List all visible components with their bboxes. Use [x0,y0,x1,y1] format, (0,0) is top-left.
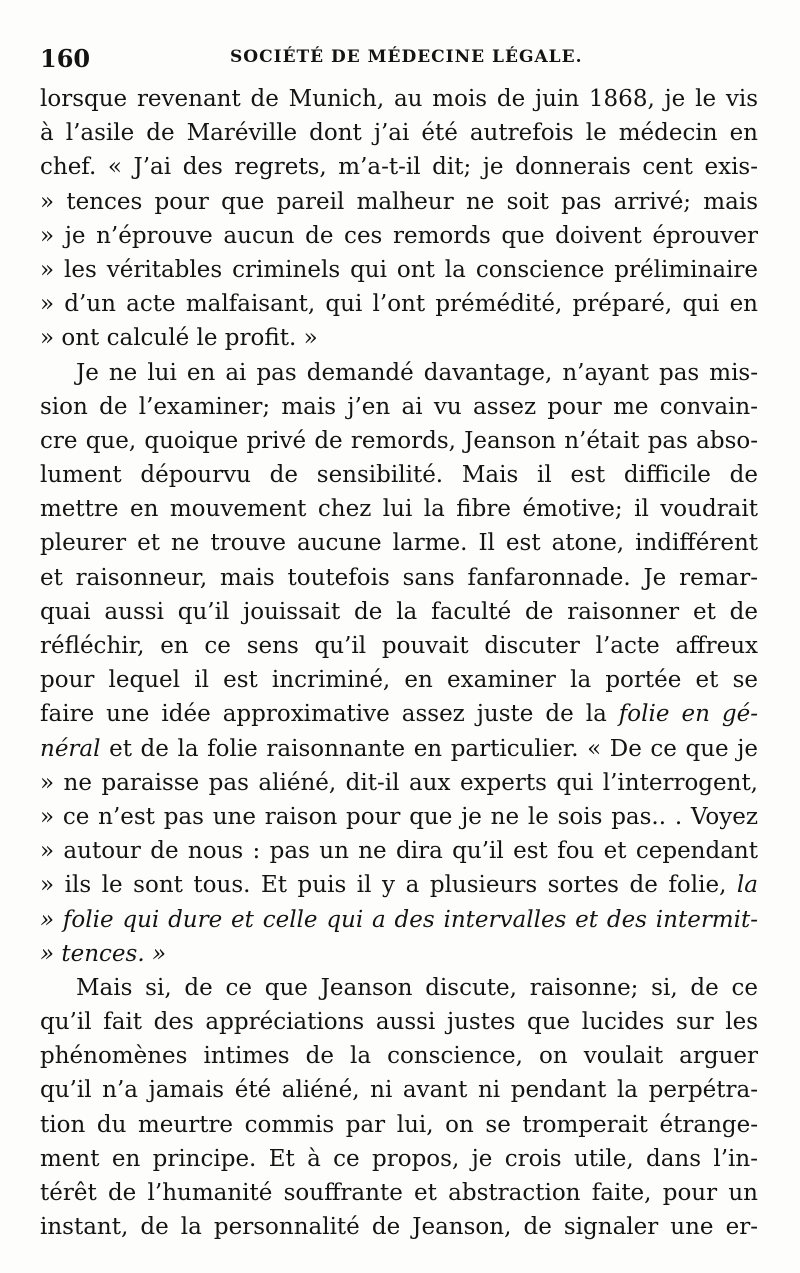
page-number: 160 [40,44,91,73]
text-run: faire une idée approximative assez juste de la [40,701,619,728]
text-line [40,732,758,766]
italic-run: folie en gé- [618,701,758,728]
text-line: et raisonneur, mais toutefois sans fanfaronnade. Je remar- [40,564,758,591]
text-line: phénomènes intimes de la conscience, on voulait arguer [40,1043,758,1070]
text-line: » ont calculé le profit. » [40,325,318,352]
text-line: » tences. » [40,940,167,967]
text-line: tion du meurtre commis par lui, on se tromperait étrange- [40,1111,758,1138]
text-run: et de la folie raisonnante en particulier. « De ce que je [100,735,758,762]
text-line [40,697,758,731]
text-line: sion de l’examiner; mais j’en ai vu assez pour me convain- [40,393,758,420]
text-line: instant, de la personnalité de Jeanson, de signaler une er- [40,1214,758,1241]
text-line: quai aussi qu’il jouissait de la faculté de raisonner et de [40,598,758,625]
text-line: réfléchir, en ce sens qu’il pouvait discuter l’acte affreux [40,633,758,659]
text-line: qu’il fait des appréciations aussi justes que lucides sur les [40,1009,758,1036]
body-text [40,82,758,1244]
text-line: térêt de l’humanité souffrante et abstraction faite, pour un [40,1180,758,1206]
text-line: » je n’éprouve aucun de ces remords que doivent éprouver [40,222,758,249]
page-header [40,44,760,74]
text-line: à l’asile de Maréville dont j’ai été autrefois le médecin en [40,120,758,147]
text-line: chef. « J’ai des regrets, m’a-t-il dit; je donnerais cent exis- [40,154,758,181]
text-line: » d’un acte malfaisant, qui l’ont prémédité, préparé, qui en [40,291,758,318]
text-line: » ce n’est pas une raison pour que je ne le sois pas.. . Voyez [40,803,758,830]
text-line: lument dépourvu de sensibilité. Mais il est difficile de [40,462,758,489]
text-line: » les véritables criminels qui ont la conscience préliminaire [40,256,758,283]
text-line: cre que, quoique privé de remords, Jeanson n’était pas abso- [40,427,758,454]
text-line: » ne paraisse pas aliéné, dit-il aux experts qui l’interrogent, [40,769,758,796]
text-line: Je ne lui en ai pas demandé davantage, n’ayant pas mis- [76,359,758,386]
text-line: » autour de nous : pas un ne dira qu’il est fou et cependant [40,838,758,865]
text-line: mettre en mouvement chez lui la fibre émotive; il voudrait [40,496,758,523]
text-line: lorsque revenant de Munich, au mois de juin 1868, je le vis [40,86,758,112]
text-run: » ils le sont tous. Et puis il y a plusieurs sortes de folie, [40,872,737,899]
text-line: » folie qui dure et celle qui a des intervalles et des intermit- [40,906,758,933]
running-title: SOCIÉTÉ DE MÉDECINE LÉGALE. [230,47,583,67]
text-line: Mais si, de ce que Jeanson discute, raisonne; si, de ce [76,974,758,1001]
text-line: » tences pour que pareil malheur ne soit pas arrivé; mais [40,188,758,215]
text-line: pour lequel il est incriminé, en examiner la portée et se [40,667,758,694]
italic-run: la [736,872,758,899]
text-line [40,868,758,902]
italic-run: néral [40,735,101,762]
text-line: qu’il n’a jamais été aliéné, ni avant ni pendant la perpétra- [40,1077,758,1104]
text-line: pleurer et ne trouve aucune larme. Il est atone, indifférent [40,530,758,557]
text-line: ment en principe. Et à ce propos, je crois utile, dans l’in- [40,1145,758,1172]
